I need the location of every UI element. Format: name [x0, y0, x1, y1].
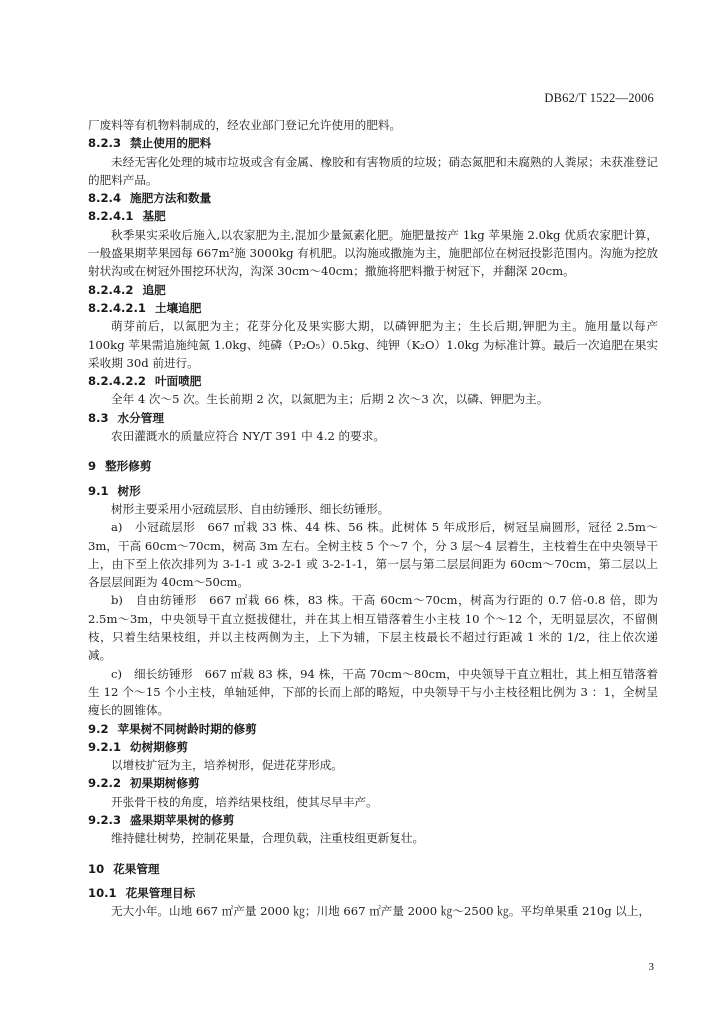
heading-9-2-1: [88, 738, 658, 756]
list-item-c: c) 细长纺锤形 667 ㎡栽 83 株，94 株，干高 70cm～80cm，中央领导干直立粗壮，其上相互错落着生 12 个～15 个小主枝，单轴延伸，下部的长而上部的略短，中央领导干与小主枝径粗比例为 3 ：1，全树呈瘦长的圆锥体。: [88, 666, 658, 718]
paragraph-9-1: 树形主要采用小冠疏层形、自由纺锤形、细长纺锤形。: [111, 501, 390, 516]
section-title: 追肥: [142, 282, 166, 297]
section-title: 花果管理: [113, 861, 160, 876]
section-title: 苹果树不同树龄时期的修剪: [117, 721, 257, 736]
paragraph-10-1: 无大小年。山地 667 ㎡产量 2000 ㎏；川地 667 ㎡产量 2000 ㎏～2500 ㎏。平均单果重 210g 以上，: [111, 904, 651, 919]
section-number: 9.1: [88, 483, 109, 498]
section-number: 8.2.4.2.2: [88, 374, 146, 389]
list-item-b: b) 自由纺锤形 667 ㎡栽 66 株，83 株。干高 60cm～70cm，树高为行距的 0.7 倍-0.8 倍，即为 2.5m～3m，中央领导干直立挺拔健壮，并在其上相互错落着生小主枝 10 个～12 个，无明显层次，不留侧枝，只着生结果枝组，并以主枝两侧为主，上下为辅，下层主枝最长不超过行距减 1 米的 1/2，往上依次递减。: [88, 593, 658, 663]
paragraph-8-2-3: 未经无害化处理的城市垃圾或含有金属、橡胶和有害物质的垃圾；硝态氮肥和未腐熟的人粪尿；未获准登记的肥料产品。: [88, 154, 658, 187]
heading-9-2-2: [88, 774, 658, 792]
heading-8-2-4-1: [88, 207, 658, 225]
section-title: 基肥: [142, 209, 166, 224]
section-title: 初果期树修剪: [130, 776, 200, 791]
heading-9-2-3: [88, 811, 658, 829]
section-number: 10.1: [88, 885, 117, 900]
standard-code: DB62/T 1522—2006: [544, 91, 654, 105]
document-body: [88, 116, 658, 920]
section-title: 盛果期苹果树的修剪: [130, 812, 235, 827]
paragraph-8-2-4-2-2: 全年 4 次～5 次。生长前期 2 次，以氮肥为主；后期 2 次～3 次，以磷、钾肥为主。: [111, 392, 549, 407]
paragraph-8-2-4-1: 秋季果实采收后施入,以农家肥为主,混加少量氮素化肥。施肥量按产 1kg 苹果施 2.0kg 优质农家肥计算，一般盛果期苹果园每 667m²施 3000kg 有机肥。以沟施或撒施为主，施肥部位在树冠投影范围内。沟施为挖放射状沟或在树冠外围挖环状沟，沟深 30cm～40cm；撒施将肥料撒于树冠下，并翻深 20cm。: [88, 227, 658, 279]
section-number: 9.2.3: [88, 812, 122, 827]
page-number: 3: [648, 961, 654, 973]
section-number: 9.2.1: [88, 739, 122, 754]
heading-8-2-4-2: [88, 281, 658, 299]
heading-9-2: [88, 720, 658, 738]
section-title: 土壤追肥: [154, 300, 202, 315]
heading-9-1: [88, 482, 658, 500]
paragraph-9-2-1: 以增枝扩冠为主，培养树形，促进花芽形成。: [111, 758, 343, 773]
section-number: 10: [88, 861, 105, 876]
paragraph-8-3: 农田灌溉水的质量应符合 NY/T 391 中 4.2 的要求。: [111, 429, 385, 444]
paragraph-9-2-3: 维持健壮树势，控制花果量，合理负载，注重枝组更新复壮。: [111, 831, 425, 846]
section-title: 禁止使用的肥料: [130, 136, 212, 151]
paragraph-8-2-4-2-1: 萌芽前后，以氮肥为主；花芽分化及果实膨大期，以磷钾肥为主；生长后期,钾肥为主。施用量以每产 100kg 苹果需追施纯氮 1.0kg、纯磷（P₂O₅）0.5kg、纯钾（K₂O）1.0kg 为标准计算。最后一次追肥在果实采收期 30d 前进行。: [88, 319, 658, 370]
section-number: 8.2.4.2: [88, 282, 134, 297]
heading-8-2-4-2-2: [88, 372, 658, 390]
section-number: 8.3: [88, 410, 109, 425]
continued-paragraph: 厂废料等有机物料制成的，经农业部门登记允许使用的肥料。: [88, 118, 402, 132]
section-number: 8.2.3: [88, 136, 122, 151]
heading-10: [88, 860, 658, 878]
section-number: 9.2: [88, 721, 109, 736]
section-number: 9: [88, 459, 97, 474]
section-title: 花果管理目标: [125, 885, 196, 900]
section-number: 8.2.4: [88, 191, 122, 206]
section-title: 施肥方法和数量: [130, 191, 212, 206]
section-number: 8.2.4.2.1: [88, 300, 146, 315]
heading-10-1: [88, 884, 658, 902]
list-item-a: a) 小冠疏层形 667 ㎡栽 33 株、44 株、56 株。此树体 5 年成形后，树冠呈扁圆形，冠径 2.5m～3m，干高 60cm～70cm，树高 3m 左右。全树主枝 5 个～7 个，分 3 层～4 层着生，主枝着生在中央领导干上，由下至上依次排列为 3-1-1 或 3-2-1 或 3-2-1-1，第一层与第二层层间距为 60cm～70cm，第二层以上各层层间距为 40cm～50cm。: [88, 520, 658, 590]
section-number: 8.2.4.1: [88, 209, 134, 224]
heading-8-2-4-2-1: [88, 299, 658, 317]
heading-8-3: [88, 409, 658, 427]
section-title: 叶面喷肥: [154, 374, 202, 389]
section-title: 树形: [117, 483, 141, 498]
heading-8-2-3: [88, 134, 658, 152]
section-title: 整形修剪: [105, 459, 152, 474]
section-number: 9.2.2: [88, 776, 122, 791]
section-title: 幼树期修剪: [130, 739, 188, 754]
heading-9: [88, 457, 658, 475]
paragraph-9-2-2: 开张骨干枝的角度，培养结果枝组，使其尽早丰产。: [111, 794, 378, 809]
heading-8-2-4: [88, 189, 658, 207]
section-title: 水分管理: [117, 410, 164, 425]
